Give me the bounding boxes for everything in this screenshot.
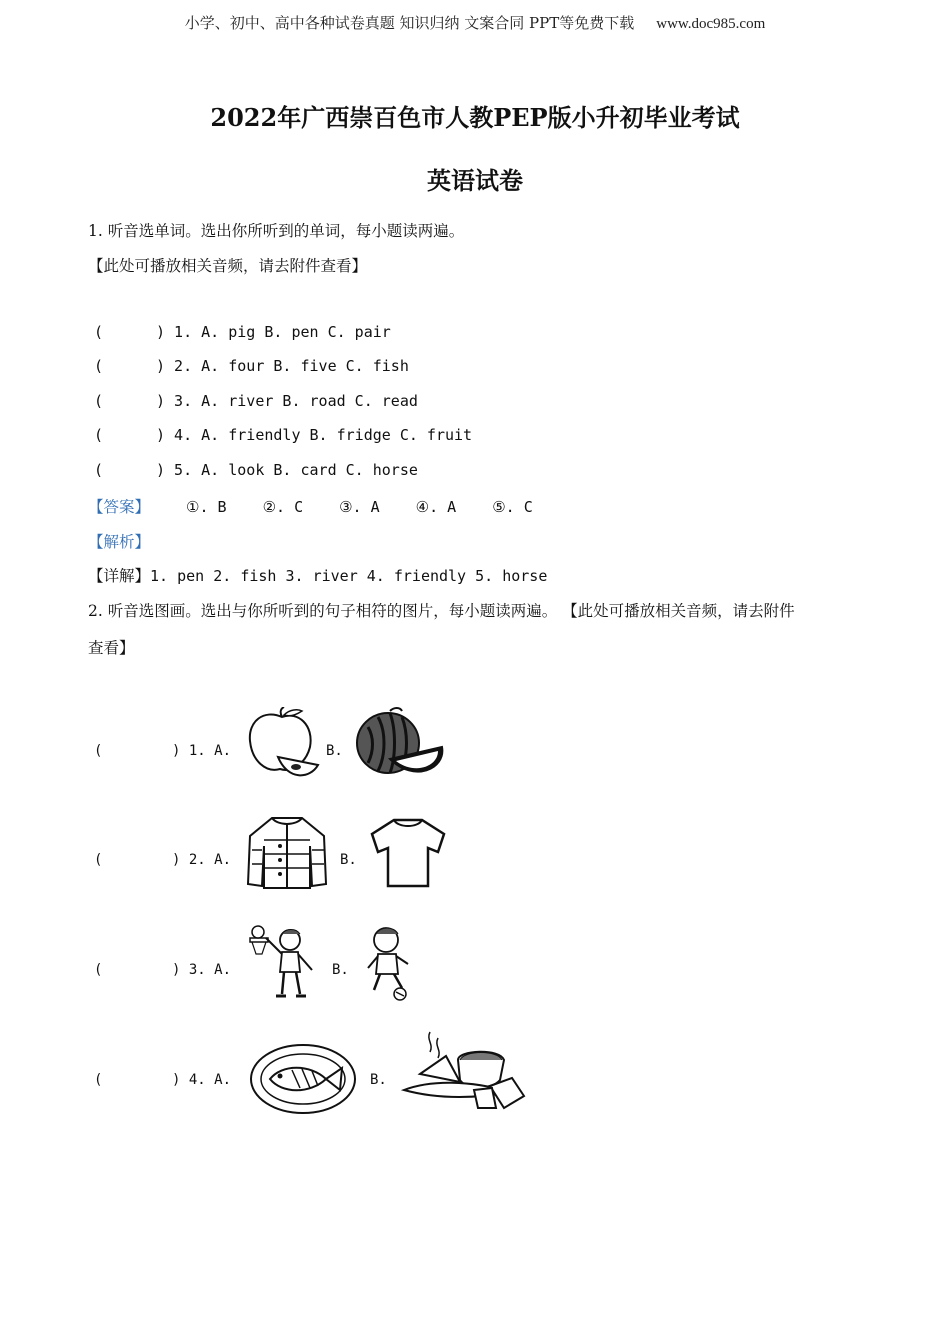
- analysis-label: 【解析】: [88, 533, 151, 551]
- detail-text: 1. pen 2. fish 3. river 4. friendly 5. horse: [150, 567, 548, 585]
- q1-answer-row: 【答案】 ①. B ②. C ③. A ④. A ⑤. C: [88, 498, 533, 516]
- header-text: 小学、初中、高中各种试卷真题 知识归纳 文案合同 PPT等免费下载: [184, 14, 635, 32]
- fish-dish-icon: [248, 1042, 358, 1116]
- page-header: [0, 12, 950, 33]
- q1-detail: [88, 564, 547, 586]
- header-url[interactable]: www.doc985.com: [656, 16, 766, 32]
- football-player-icon: [360, 924, 420, 1002]
- page-subtitle: 英语试卷: [427, 166, 523, 195]
- q2-prompt-cont: 查看】: [88, 639, 135, 657]
- page-title: 2022年广西崇百色市人教PEP版小升初毕业考试: [210, 103, 740, 132]
- q2-item: ( ) 4. A. B.: [94, 1030, 694, 1120]
- q1-item: ( ) 3. A. river B. road C. read: [94, 392, 418, 410]
- tshirt-icon: [368, 816, 448, 888]
- q1-item: ( ) 4. A. friendly B. fridge C. fruit: [94, 426, 473, 444]
- q1-item: ( ) 2. A. four B. five C. fish: [94, 357, 409, 375]
- jacket-icon: [244, 814, 330, 890]
- q2-item: ( ) 3. A. B.: [94, 924, 694, 1014]
- q2-item: ( ) 1. A. B.: [94, 705, 694, 795]
- q2-prompt: 2. 听音选图画。选出与你所听到的句子相符的图片，每小题读两遍。 【此处可播放相关音频，请去附件: [88, 602, 795, 620]
- detail-label: 【详解】: [88, 567, 151, 585]
- watermelon-icon: [356, 707, 446, 781]
- answer-label: 【答案】: [88, 498, 151, 516]
- q1-item: ( ) 1. A. pig B. pen C. pair: [94, 323, 391, 341]
- apple-icon: [244, 707, 324, 781]
- q1-prompt: 1. 听音选单词。选出你所听到的单词，每小题读两遍。: [88, 222, 465, 240]
- basketball-player-icon: [246, 924, 326, 1002]
- q1-audio-note: 【此处可播放相关音频，请去附件查看】: [88, 257, 368, 275]
- q2-item: ( ) 2. A. B.: [94, 814, 694, 904]
- zongzi-food-icon: [400, 1030, 530, 1114]
- q1-item: ( ) 5. A. look B. card C. horse: [94, 461, 418, 479]
